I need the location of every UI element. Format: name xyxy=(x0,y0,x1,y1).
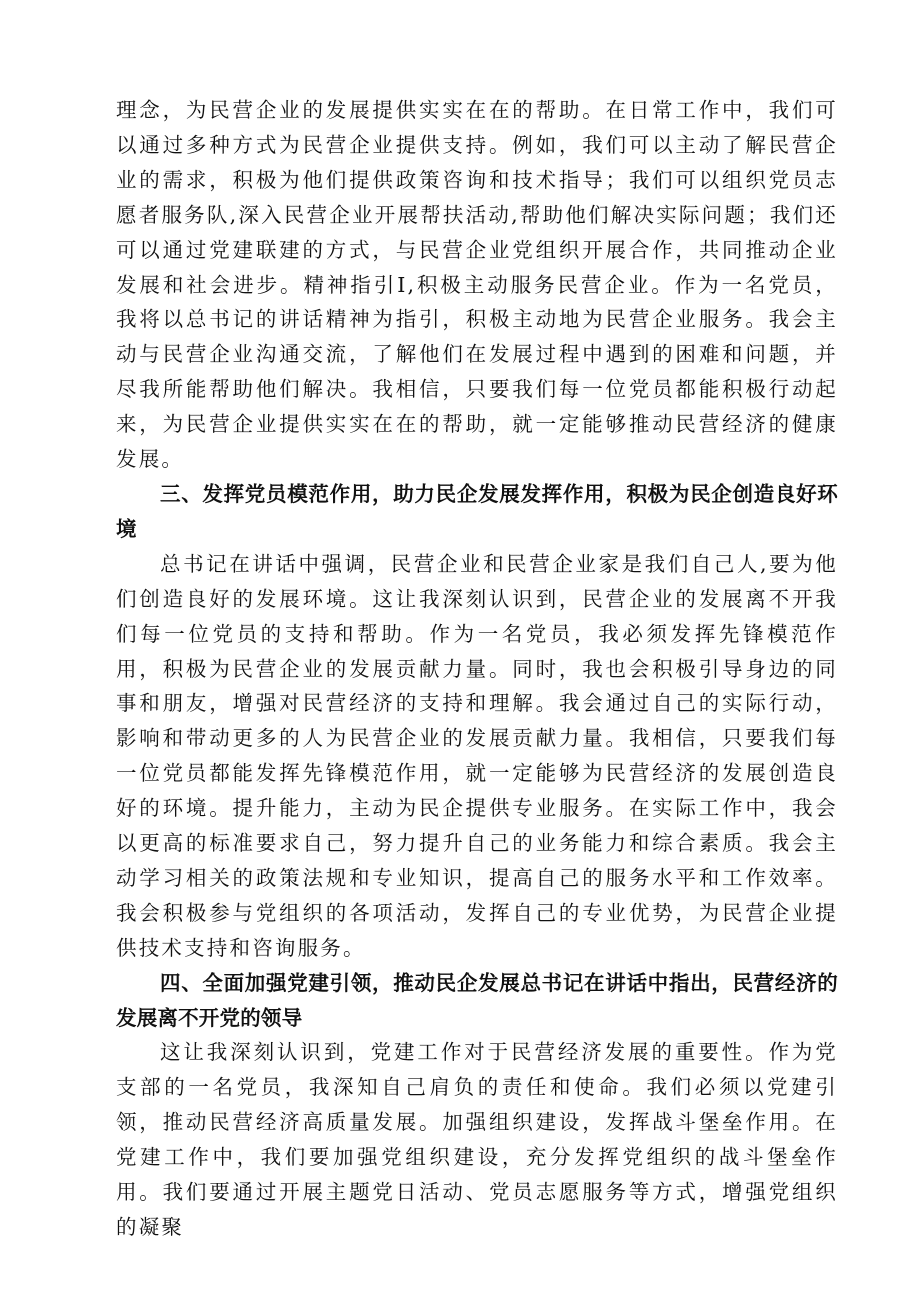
document-page xyxy=(116,93,838,1245)
body-paragraph-2: 总书记在讲话中强调，民营企业和民营企业家是我们自己人,要为他们创造良好的发展环境。这让我深刻认识到，民营企业的发展离不开我们每一位党员的支持和帮助。作为一名党员，我必须发挥先锋模范作用，积极为民营企业的发展贡献力量。同时，我也会积极引导身边的同事和朋友，增强对民营经济的支持和理解。我会通过自己的实际行动，影响和带动更多的人为民营企业的发展贡献力量。我相信，只要我们每一位党员都能发挥先锋模范作用，就一定能够为民营经济的发展创造良好的环境。提升能力，主动为民企提供专业服务。在实际工作中，我会以更高的标准要求自己，努力提升自己的业务能力和综合素质。我会主动学习相关的政策法规和专业知识，提高自己的服务水平和工作效率。我会积极参与党组织的各项活动，发挥自己的专业优势，为民营企业提供技术支持和咨询服务。 xyxy=(116,551,838,960)
body-paragraph-1: 理念，为民营企业的发展提供实实在在的帮助。在日常工作中，我们可以通过多种方式为民营企业提供支持。例如，我们可以主动了解民营企业的需求，积极为他们提供政策咨询和技术指导；我们可以组织党员志愿者服务队,深入民营企业开展帮扶活动,帮助他们解决实际问题；我们还可以通过党建联建的方式，与民营企业党组织开展合作，共同推动企业发展和社会进步。精神指引I,积极主动服务民营企业。作为一名党员，我将以总书记的讲话精神为指引，积极主动地为民营企业服务。我会主动与民营企业沟通交流，了解他们在发展过程中遇到的困难和问题，并尽我所能帮助他们解决。我相信，只要我们每一位党员都能积极行动起来，为民营企业提供实实在在的帮助，就一定能够推动民营经济的健康发展。 xyxy=(116,98,838,472)
body-paragraph-3: 这让我深刻认识到，党建工作对于民营经济发展的重要性。作为党支部的一名党员，我深知自己肩负的责任和使命。我们必须以党建引领，推动民营经济高质量发展。加强组织建设，发挥战斗堡垒作用。在党建工作中，我们要加强党组织建设，充分发挥党组织的战斗堡垒作用。我们要通过开展主题党日活动、党员志愿服务等方式，增强党组织的凝聚 xyxy=(116,1040,838,1239)
section-heading-4: 四、全面加强党建引领，推动民企发展总书记在讲话中指出，民营经济的发展离不开党的领导 xyxy=(116,970,838,1030)
section-heading-3: 三、发挥党员模范作用，助力民企发展发挥作用，积极为民企创造良好环境 xyxy=(116,481,838,541)
